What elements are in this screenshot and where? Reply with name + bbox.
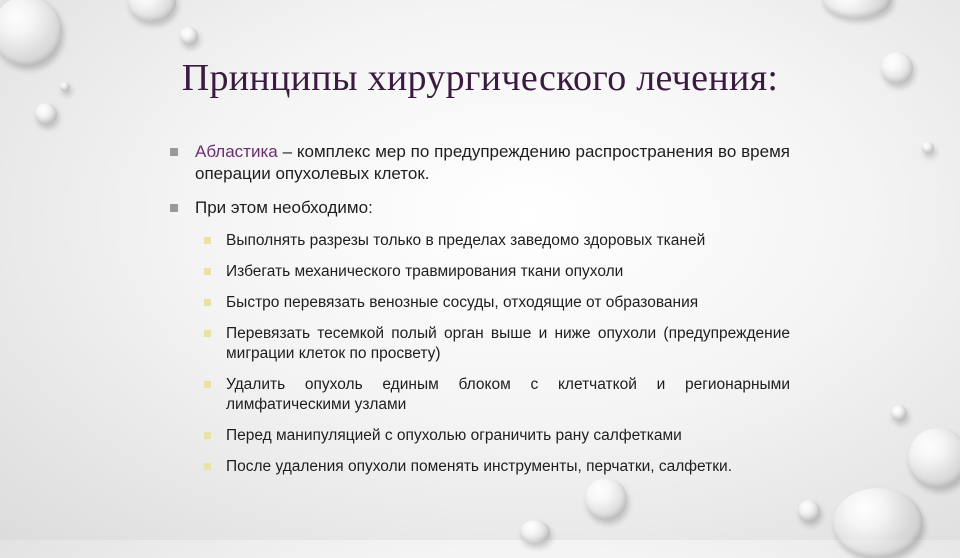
sub-list-item (202, 231, 790, 251)
sub-list-item (202, 262, 790, 282)
sub-item-text: Избегать механического травмирования ткани опухоли (226, 263, 624, 280)
water-drop-decoration (891, 405, 907, 421)
item-text: При этом необходимо: (195, 198, 373, 217)
square-bullet-icon (170, 204, 178, 212)
sub-item-text: После удаления опухоли поменять инструменты, перчатки, салфетки. (226, 458, 733, 475)
water-drop-decoration (833, 488, 923, 558)
water-drop-decoration (822, 0, 892, 18)
list-item-required (168, 197, 790, 219)
sub-item-text: Выполнять разрезы только в пределах заведомо здоровых тканей (226, 232, 706, 249)
square-bullet-icon (170, 148, 178, 156)
sub-item-text: Перед манипуляцией с опухолью ограничить рану салфетками (226, 427, 682, 444)
item-text: – комплекс мер по предупреждению распространения во время операции опухолевых клеток. (195, 142, 790, 183)
square-bullet-icon (204, 237, 211, 244)
list-item-ablastics (168, 141, 790, 185)
water-drop-decoration (35, 103, 57, 125)
square-bullet-icon (204, 299, 211, 306)
bullet-list (168, 141, 790, 488)
sub-item-text: Перевязать тесемкой полый орган выше и ниже опухоли (предупреждение миграции клеток по просвету) (226, 325, 790, 362)
square-bullet-icon (204, 330, 211, 337)
square-bullet-icon (204, 432, 211, 439)
page-title: Принципы хирургического лечения: (181, 57, 779, 99)
term-highlight: Абластика (195, 142, 278, 161)
sub-list-item (202, 375, 790, 415)
water-drop-decoration (908, 428, 960, 488)
square-bullet-icon (204, 463, 211, 470)
sub-list-item (202, 293, 790, 313)
sub-list-item (202, 426, 790, 446)
sub-item-text: Быстро перевязать венозные сосуды, отходящие от образования (226, 294, 699, 311)
square-bullet-icon (204, 268, 211, 275)
water-drop-decoration (798, 500, 820, 522)
sub-item-text: Удалить опухоль единым блоком с клетчаткой и регионарными лимфатическими узлами (226, 376, 790, 413)
water-drop-decoration (922, 142, 934, 154)
sub-list-item (202, 324, 790, 364)
water-drop-decoration (128, 0, 176, 22)
water-drop-decoration (520, 520, 550, 544)
water-drop-decoration (180, 27, 198, 45)
square-bullet-icon (204, 381, 211, 388)
sub-list-item (202, 457, 790, 477)
